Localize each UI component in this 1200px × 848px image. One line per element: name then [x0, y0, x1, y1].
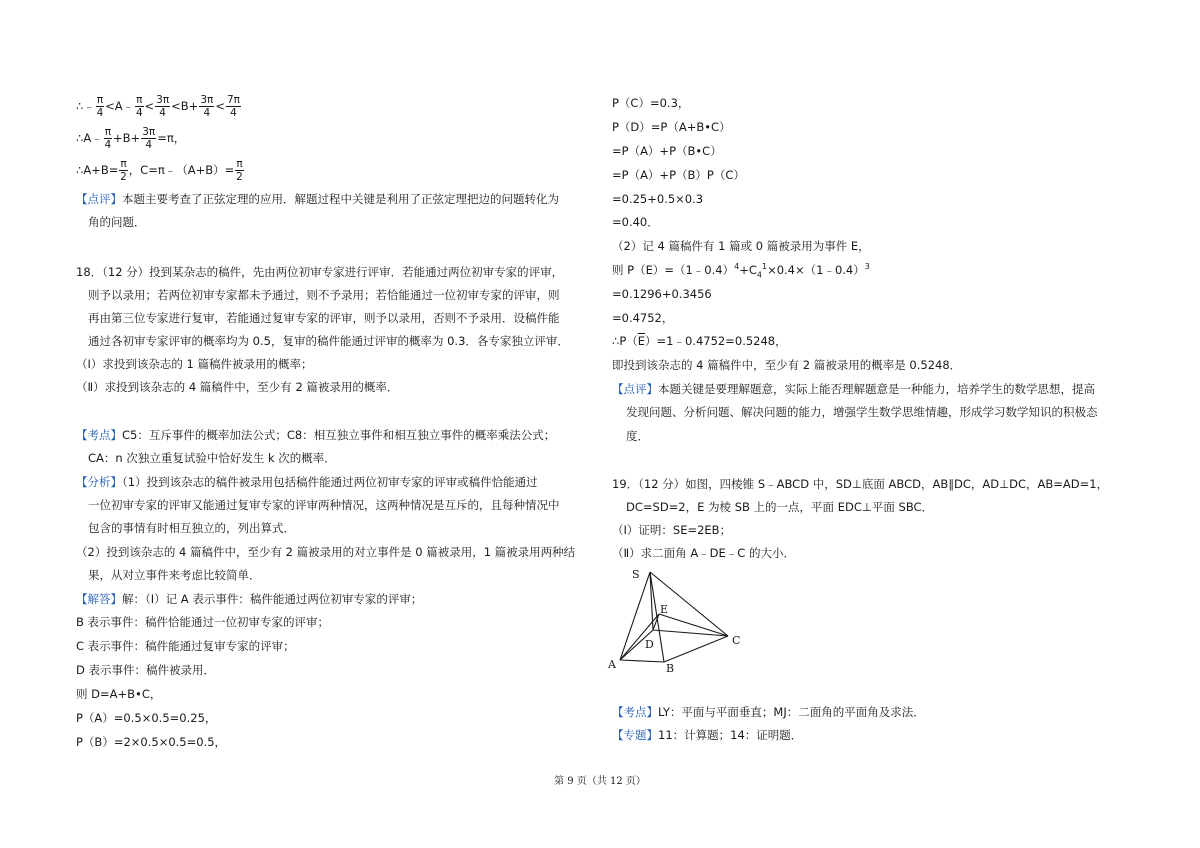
review-line: 度．	[626, 429, 649, 443]
label-c: C	[732, 634, 741, 647]
question-18-part-1: （Ⅰ）求投到该杂志的 1 篇稿件被录用的概率；	[76, 357, 313, 371]
analysis-line: 包含的事情有时相互独立的，列出算式．	[88, 521, 295, 535]
knowledge-point: 【考点】LY：平面与平面垂直；MJ：二面角的平面角及求法．	[612, 705, 925, 719]
topic-tag: 【专题】	[612, 728, 658, 742]
solution-tag: 【解答】	[76, 592, 122, 606]
question-19-part-2: （Ⅱ）求二面角 A﹣DE﹣C 的大小．	[612, 546, 795, 560]
analysis-line: （2）投到该杂志的 4 篇稿件中，至少有 2 篇被录用的对立事件是 0 篇被录用，1 篇被录用两种结	[76, 545, 576, 559]
fraction: $\frac{3\pi}{4}$	[200, 94, 214, 119]
fraction: $\frac{\pi}{2}$	[120, 158, 127, 183]
question-18-line: 则予以录用；若两位初审专家都未予通过，则不予录用；若恰能通过一位初审专家的评审，则	[88, 288, 560, 302]
solution-line: P（C）=0.3，	[612, 96, 690, 110]
knowledge-tag: 【考点】	[76, 428, 122, 442]
probability-formula: 则 $P(E)=(1﹣0.4)^4+C_4^1\times 0.4\times(1﹣0.4)^3$	[612, 262, 870, 280]
fraction: $\frac{\pi}{4}$	[96, 94, 104, 119]
complement-line: $\therefore P(\overline{E})=1﹣0.4752=0.5248$，	[612, 334, 787, 348]
solution-line: =0.25+0.5×0.3	[612, 192, 704, 206]
review-tag: 【点评】	[612, 382, 658, 396]
fraction: $\frac{3\pi}{4}$	[156, 94, 170, 119]
knowledge-line-2: CA：n 次独立重复试验中恰好发生 k 次的概率．	[88, 451, 336, 465]
label-e: E	[660, 603, 669, 616]
angle-sum-line: ∴A+B= $\frac{\pi}{2}$ ，C=π﹣（A+B）= $\frac{\pi}{2}$	[76, 158, 243, 183]
knowledge-tag: 【考点】	[612, 705, 658, 719]
solution-line: =P（A）+P（B•C）	[612, 144, 722, 158]
solution-line: B 表示事件：稿件恰能通过一位初审专家的评审；	[76, 615, 330, 629]
question-19-line: DC=SD=2，E 为棱 SB 上的一点，平面 EDC⊥平面 SBC．	[626, 500, 934, 514]
fraction: $\frac{7\pi}{4}$	[226, 94, 240, 119]
question-19-part-1: （Ⅰ）证明：SE=2EB；	[612, 523, 732, 537]
review-line-2: 角的问题．	[88, 215, 146, 229]
analysis-tag: 【分析】	[76, 475, 122, 489]
label-b: B	[666, 662, 675, 675]
question-19: 19．（12 分）如图，四棱锥 S﹣ABCD 中，SD⊥底面 ABCD，AB∥DC，AD⊥DC，AB=AD=1，	[612, 477, 1109, 491]
solution-line: 即投到该杂志的 4 篇稿件中，至少有 2 篇被录用的概率是 0.5248．	[612, 358, 962, 372]
review-paragraph: 【点评】本题关键是要理解题意，实际上能否理解题意是一种能力，培养学生的数学思想，提高	[612, 382, 1095, 396]
solution-line: D 表示事件：稿件被录用．	[76, 663, 216, 677]
solution-line: C 表示事件：稿件能通过复审专家的评审；	[76, 639, 295, 653]
analysis-line: 果，从对立事件来考虑比较简单．	[88, 568, 261, 582]
analysis-line: 一位初审专家的评审又能通过复审专家的评审两种情况，这两种情况是互斥的，且每种情况中	[88, 498, 560, 512]
solution-line: =0.40．	[612, 215, 659, 229]
solution-line: （2）记 4 篇稿件有 1 篇或 0 篇被录用为事件 E，	[612, 239, 870, 253]
page-footer: 第 9 页（共 12 页）	[554, 776, 646, 787]
analysis: 【分析】（1）投到该杂志的稿件被录用包括稿件能通过两位初审专家的评审或稿件恰能通过	[76, 475, 538, 489]
solution-line: =0.1296+0.3456	[612, 287, 712, 301]
solution: 【解答】解：（Ⅰ）记 A 表示事件：稿件能通过两位初审专家的评审；	[76, 592, 423, 606]
complement-event: $\overline{E}$	[637, 334, 646, 348]
question-18-line: 再由第三位专家进行复审，若能通过复审专家的评审，则予以录用，否则不予录用．设稿件能	[88, 311, 560, 325]
solution-line: P（D）=P（A+B•C）	[612, 120, 731, 134]
label-a: A	[608, 658, 616, 671]
review-paragraph: 【点评】本题主要考查了正弦定理的应用．解题过程中关键是利用了正弦定理把边的问题转化为	[76, 192, 559, 206]
fraction: $\frac{3\pi}{4}$	[142, 126, 156, 151]
label-d: D	[645, 638, 654, 651]
inequality-line: ∴﹣ $\frac{\pi}{4}$ <A﹣ $\frac{\pi}{4}$ < $\frac{3\pi}{4}$ <B+ $\frac{3\pi}{4}$ < $\frac{7\pi}{4}$	[76, 94, 240, 119]
topic: 【专题】11：计算题；14：证明题．	[612, 728, 803, 742]
question-18: 18．（12 分）投到某杂志的稿件，先由两位初审专家进行评审．若能通过两位初审专家的评审，	[76, 265, 564, 279]
sum-line: ∴A﹣ $\frac{\pi}{4}$ +B+ $\frac{3\pi}{4}$ =π，	[76, 126, 186, 151]
solution-line: P（A）=0.5×0.5=0.25，	[76, 711, 217, 725]
label-s: S	[632, 568, 640, 581]
knowledge-point: 【考点】C5：互斥事件的概率加法公式；C8：相互独立事件和相互独立事件的概率乘法公式；	[76, 428, 556, 442]
fraction: $\frac{\pi}{4}$	[104, 126, 112, 151]
question-18-part-2: （Ⅱ）求投到该杂志的 4 篇稿件中，至少有 2 篇被录用的概率．	[76, 380, 399, 394]
solution-line: P（B）=2×0.5×0.5=0.5，	[76, 735, 227, 749]
review-line: 发现问题、分析问题、解决问题的能力，增强学生数学思维情趣，形成学习数学知识的积极态	[626, 405, 1098, 419]
solution-line: 则 D=A+B•C，	[76, 687, 162, 701]
review-tag: 【点评】	[76, 192, 122, 206]
fraction: $\frac{\pi}{4}$	[135, 94, 143, 119]
fraction: $\frac{\pi}{2}$	[236, 158, 243, 183]
question-18-line: 通过各初审专家评审的概率均为 0.5，复审的稿件能通过评审的概率为 0.3．各专家独立评审．	[88, 334, 569, 348]
solution-line: =P（A）+P（B）P（C）	[612, 168, 745, 182]
pyramid-figure	[602, 566, 752, 676]
solution-line: =0.4752，	[612, 311, 674, 325]
